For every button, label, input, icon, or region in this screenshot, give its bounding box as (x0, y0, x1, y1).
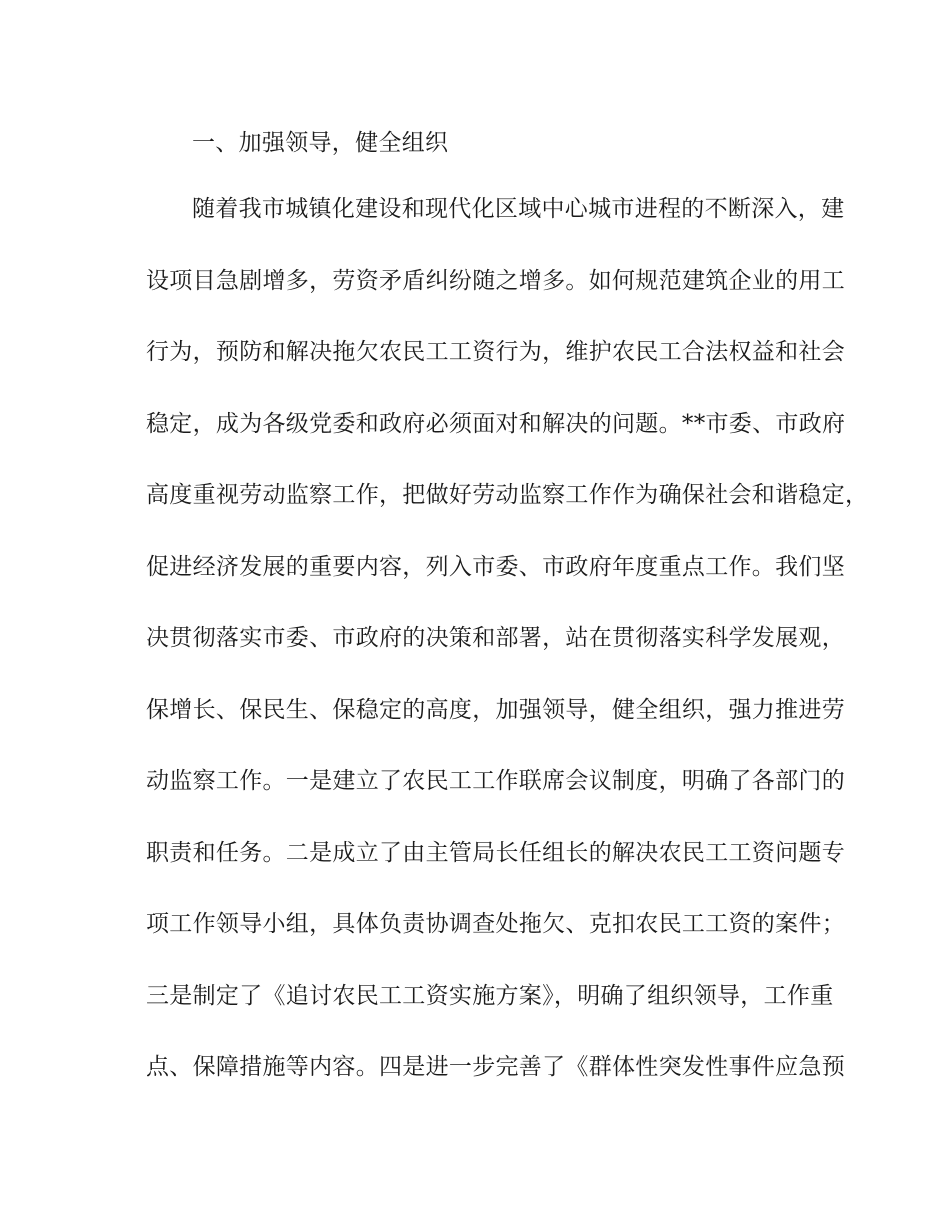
paragraph-line-2: 设项目急剧增多，劳资矛盾纠纷随之增多。如何规范建筑企业的用工 (146, 268, 845, 294)
paragraph-line-12: 三是制定了《追讨农民工工资实施方案》，明确了组织领导，工作重 (146, 983, 834, 1009)
paragraph-line-1: 随着我市城镇化建设和现代化区域中心城市进程的不断深入，建 (192, 196, 845, 222)
paragraph-line-4: 稳定，成为各级党委和政府必须面对和解决的问题。**市委、市政府 (146, 411, 846, 437)
paragraph-line-3: 行为，预防和解决拖欠农民工工资行为，维护农民工合法权益和社会 (146, 339, 845, 365)
paragraph-line-11: 项工作领导小组，具体负责协调查处拖欠、克扣农民工工资的案件； (146, 911, 845, 937)
paragraph-line-8: 保增长、保民生、保稳定的高度，加强领导，健全组织，强力推进劳 (146, 697, 845, 723)
paragraph-line-6: 促进经济发展的重要内容，列入市委、市政府年度重点工作。我们坚 (146, 554, 845, 580)
paragraph-line-9: 动监察工作。一是建立了农民工工作联席会议制度，明确了各部门的 (146, 768, 845, 794)
paragraph-line-10: 职责和任务。二是成立了由主管局长任组长的解决农民工工资问题专 (146, 840, 845, 866)
paragraph-line-13: 点、保障措施等内容。四是进一步完善了《群体性突发性事件应急预 (146, 1054, 845, 1080)
paragraph-line-7: 决贯彻落实市委、市政府的决策和部署，站在贯彻落实科学发展观， (146, 625, 845, 651)
paragraph-line-5: 高度重视劳动监察工作，把做好劳动监察工作作为确保社会和谐稳定， (146, 482, 869, 508)
section-heading: 一、加强领导，健全组织 (192, 130, 449, 156)
